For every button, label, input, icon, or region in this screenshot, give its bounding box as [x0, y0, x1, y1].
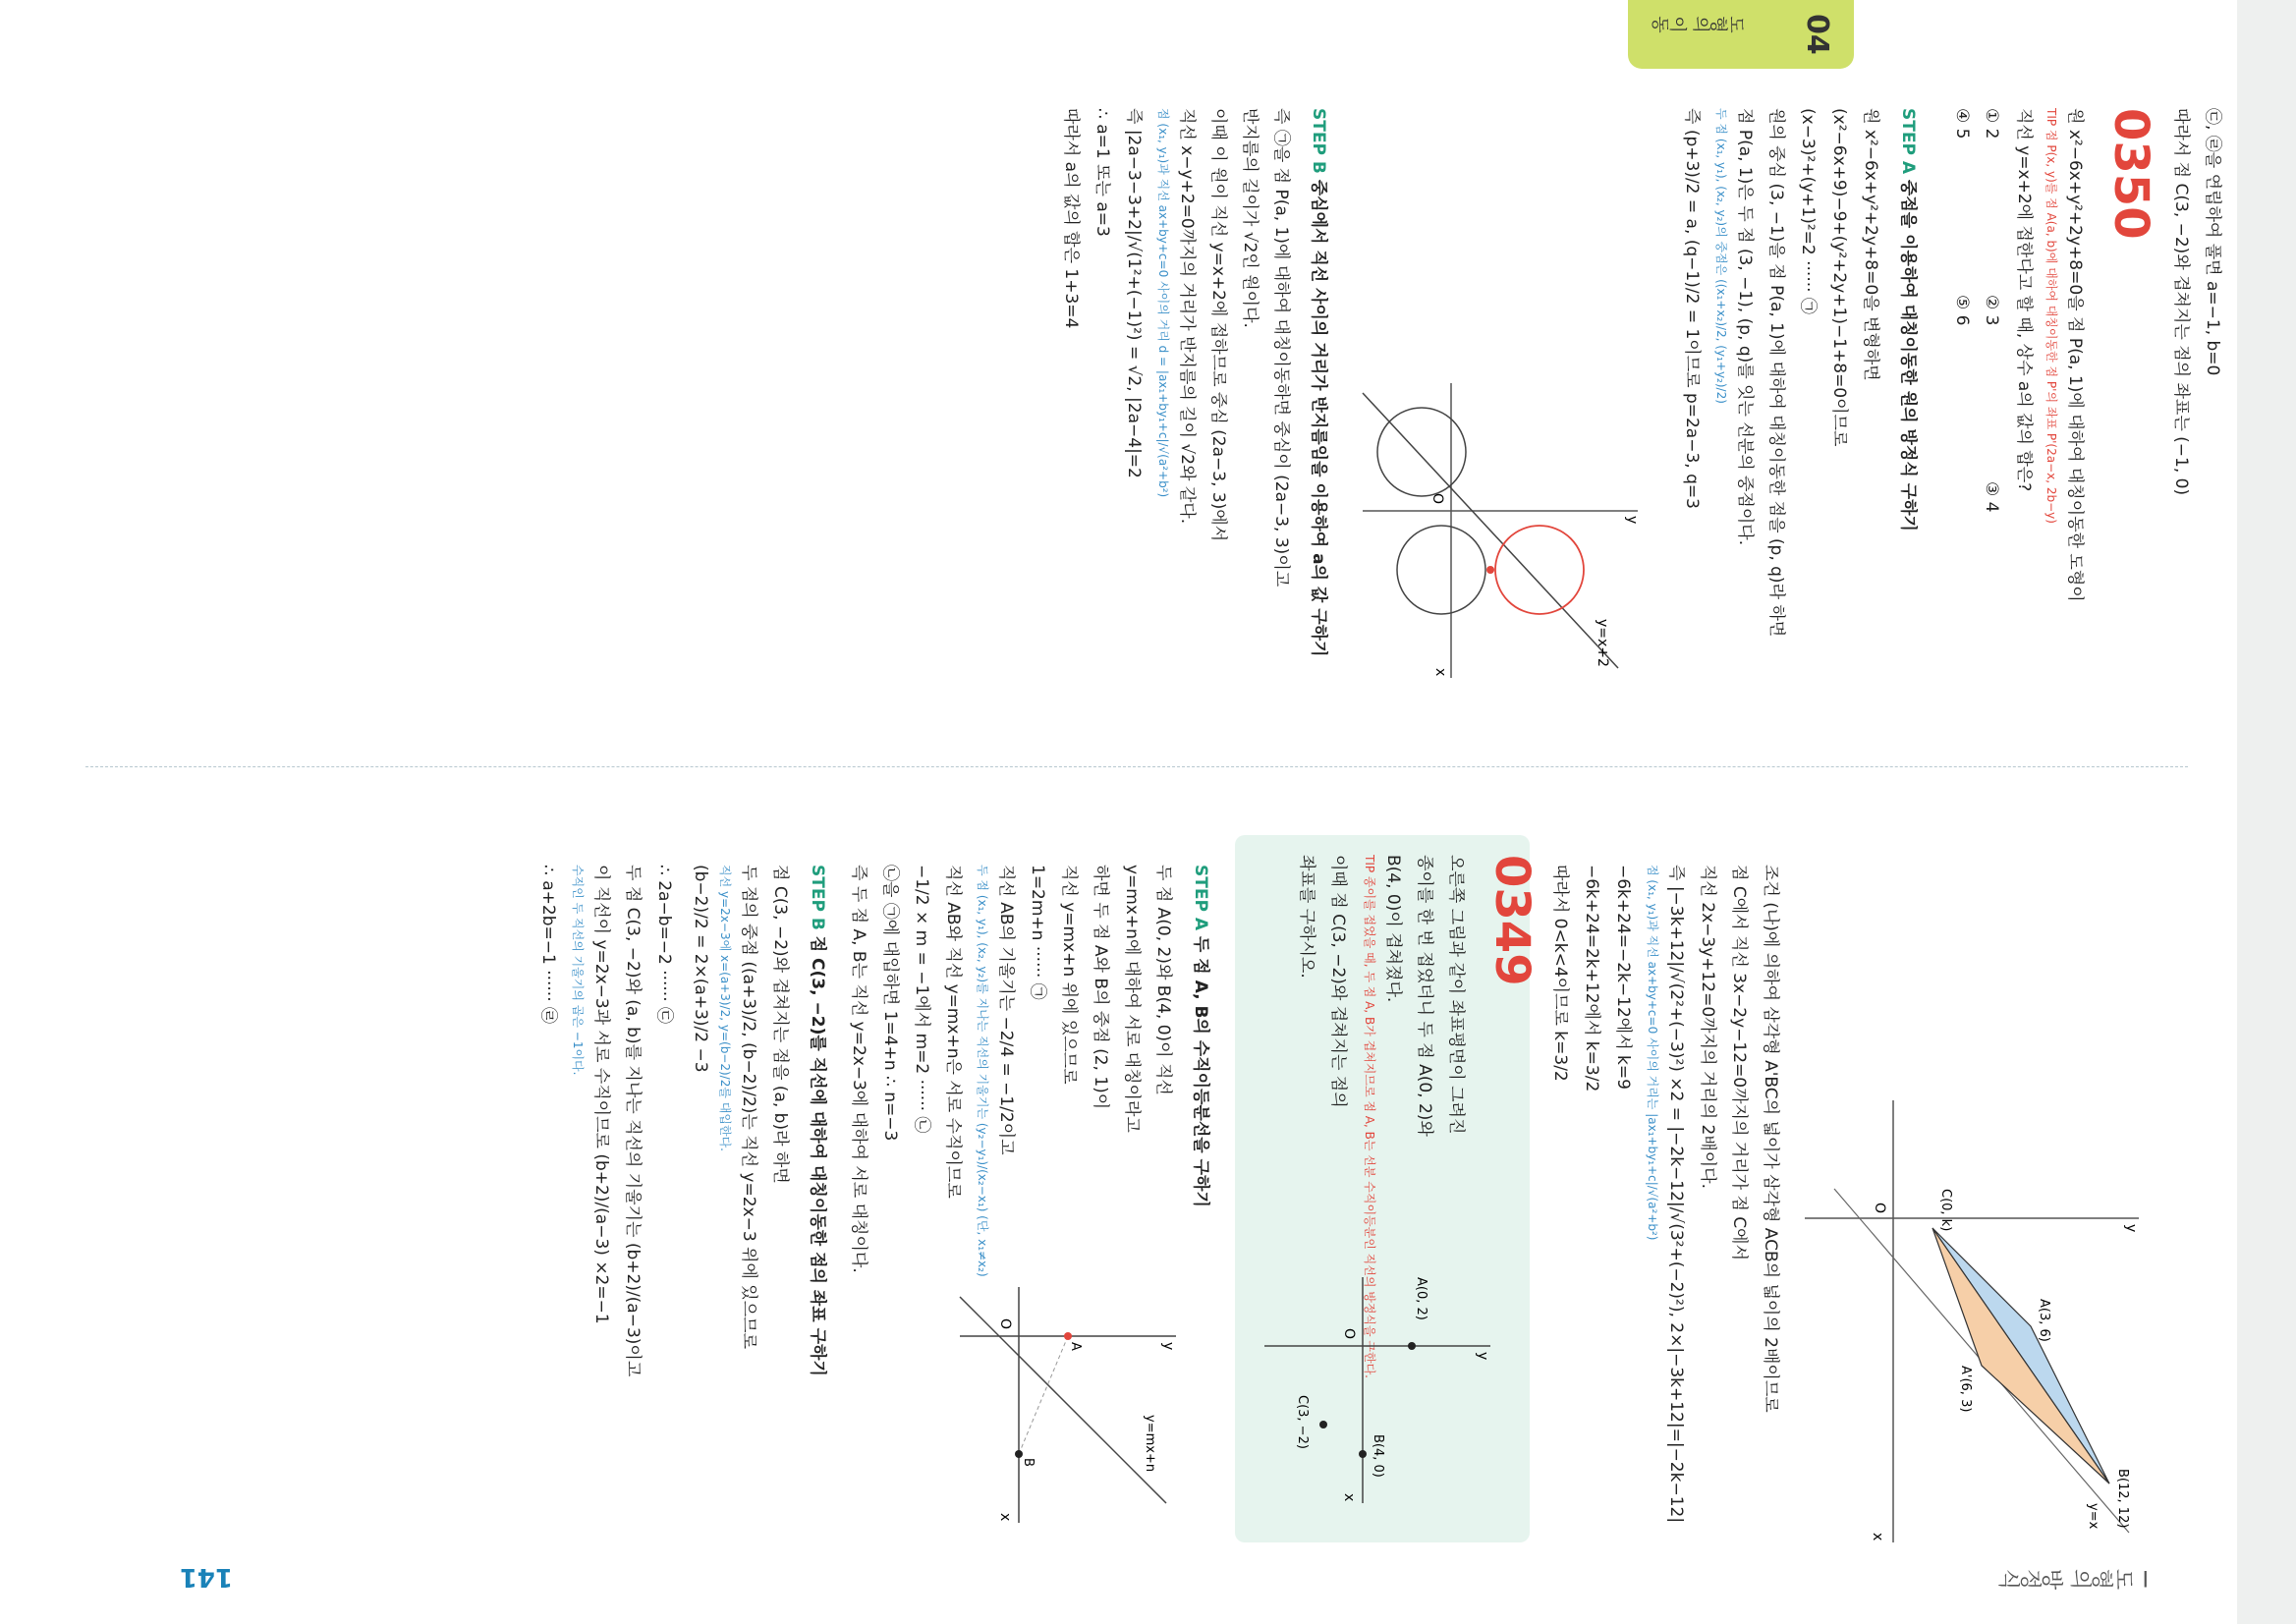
s0349-a-10: 즉 두 점 A, B는 직선 y=2x−3에 대하여 서로 대칭이다. [849, 865, 868, 1273]
s0350-a-6: 즉 (p+3)/2 = a, (q−1)/2 = 1이므로 p=2a−3, q=3 [1682, 108, 1702, 509]
step-b-title: 중심에서 직선 사이의 거리가 반지름임을 이용하여 a의 값 구하기 [1309, 179, 1328, 657]
continuation-line-1: ㉢, ㉣을 연립하여 풀면 a=−1, b=0 [2203, 108, 2222, 376]
fig-top-b: B(12, 12) [2115, 1469, 2130, 1529]
s0349-a-8: −1/2 × m = −1에서 m=2 ······ ㉡ [912, 865, 931, 1134]
step-a-label-0349: STEP A [1191, 865, 1210, 930]
fig-0349-y: y [1475, 1352, 1490, 1361]
s0350-a-2: (x²−6x+9)−9+(y²+2y+1)−1+8=0이므로 [1829, 108, 1849, 447]
fig-0349s-origin: O [997, 1318, 1013, 1330]
top-margin-strip [2237, 0, 2296, 1624]
s0349-b-tip-1: 직선 y=2x−3에 x=(a+3)/2, y=(b−2)/2를 대입한다. [718, 865, 732, 1151]
problem-0350-tip: TIP 점 P(x, y)를 점 A(a, b)에 대하여 대칭이동한 점 P'의 좌표 P'(2a−x, 2b−y) [2044, 108, 2058, 524]
problem-0349-text-3: B(4, 0)이 겹쳐졌다. [1383, 855, 1403, 1003]
continuation-line-2: 따라서 점 C(3, −2)와 겹쳐지는 점의 좌표는 (−1, 0) [2171, 108, 2191, 496]
solution-0349-figure [950, 1277, 1186, 1533]
fig-top-x: x [1870, 1533, 1885, 1541]
fig-0350-x: x [1432, 668, 1448, 677]
s0350-a-4: 원의 중심 (3, −1)을 점 P(a, 1)에 대하여 대칭이동한 점을 (p, q)라 하면 [1766, 108, 1786, 638]
s0349-b-7: ∴ a+2b=−1 ······ ㉣ [538, 865, 558, 1025]
s0349-b-6: 이 직선이 y=2x−3과 서로 수직이므로 (b+2)/(a−3) ×2=−1 [591, 865, 611, 1324]
s0349-b-2: 두 점의 중점 ((a+3)/2, (b−2)/2)는 직선 y=2x−3 위에 있으므로 [739, 865, 758, 1349]
problem-0349-text-5: 좌표를 구하시오. [1297, 855, 1316, 979]
s0349-a-9: ㉡을 ㉠에 대입하면 1=4+n ∴ n=−3 [880, 865, 900, 1142]
problem-0350-text-1: 원 x²−6x+y²+2y+8=0을 점 P(a, 1)에 대하여 대칭이동한 도형이 [2065, 108, 2085, 602]
column-divider [85, 766, 2188, 768]
fig-0350-y: y [1624, 516, 1640, 525]
s0349-b-4: ∴ 2a−b=−2 ······ ㉢ [654, 865, 674, 1025]
solution-0349-step-b-heading [808, 865, 832, 1376]
step-b-label: STEP B [1309, 108, 1328, 174]
chapter-title: 도형의 이동 [1652, 13, 1746, 33]
choice-1: ① 2 [1982, 108, 2001, 140]
fig-0349-x: x [1341, 1493, 1357, 1502]
fig-0349-c: C(3, −2) [1295, 1395, 1310, 1449]
s0349-a-4: 직선 y=mx+n 위에 있으므로 [1059, 865, 1079, 1085]
s0349-a-1: 두 점 A(0, 2)와 B(4, 0)이 직선 [1153, 865, 1173, 1095]
fig-top-origin: O [1872, 1203, 1887, 1214]
choice-2: ② 3 [1982, 295, 2001, 326]
fig-0350-origin: O [1429, 493, 1445, 505]
top-solution-2: 점 C에서 직선 3x−2y−12=0까지의 거리가 점 C에서 [1729, 865, 1749, 1261]
solution-0349-step-a-heading [1191, 865, 1215, 1207]
choice-3: ③ 4 [1982, 481, 2001, 513]
top-solution-5: −6k+24=−2k−12에서 k=9 [1613, 865, 1633, 1090]
s0349-b-tip-2: 수직인 두 직선의 기울기의 곱은 −1이다. [571, 865, 585, 1076]
s0350-b-5: 즉 |2a−3−3+2|/√(1²+(−1)²) = √2, |2a−4|=2 [1124, 108, 1144, 478]
s0349-a-2: y=mx+n에 대하여 서로 대칭이라고 [1122, 865, 1142, 1133]
fig-0349s-x: x [997, 1513, 1013, 1522]
s0350-b-tip: 점 (x₁, y₁)과 직선 ax+by+c=0 사이의 거리 d = |ax₁+by₁+c|/√(a²+b²) [1156, 108, 1170, 498]
problem-0349-text-2: 종이를 한 번 접었더니 두 점 A(0, 2)와 [1415, 855, 1434, 1137]
s0350-a-tip: 두 점 (x₁, y₁), (x₂, y₂)의 중점은 ((x₁+x₂)/2, (y₁+y₂)/2) [1714, 108, 1728, 404]
s0349-b-1: 점 C(3, −2)와 겹쳐지는 점을 (a, b)라 하면 [770, 865, 790, 1184]
problem-number-0349: 0349 [1484, 855, 1540, 986]
choice-5: ⑤ 6 [1952, 295, 1972, 326]
s0350-b-7: 따라서 a의 값의 합은 1+3=4 [1061, 108, 1081, 329]
top-solution-4: 즉 |−3k+12|/√(2²+(−3)²) ×2 = |−2k−12|/√(3²+(−2)²), 2×|−3k+12|=|−2k−12| [1666, 865, 1686, 1524]
s0350-b-1: 즉 ㉠을 점 P(a, 1)에 대하여 대칭이동하면 중심이 (2a−3, 3)이고 [1271, 108, 1291, 588]
s0349-a-6: 직선 AB의 기울기는 −2/4 = −1/2이고 [996, 865, 1016, 1155]
s0350-b-6: ∴ a=1 또는 a=3 [1092, 108, 1112, 237]
top-solution-tip: 점 (x₁, y₁)과 직선 ax+by+c=0 사이의 거리는 |ax₁+by₁+c|/√(a²+b²) [1646, 865, 1659, 1241]
s0350-b-4: 직선 x−y+2=0까지의 거리가 반지름의 길이 √2와 같다. [1177, 108, 1197, 525]
s0349-b-3: (b−2)/2 = 2×(a+3)/2 −3 [691, 865, 710, 1073]
problem-0349-text-4: 이때 점 C(3, −2)와 겹쳐지는 점의 [1328, 855, 1348, 1108]
solution-0350-step-a-heading [1898, 108, 1923, 532]
fig-0349-a: A(0, 2) [1414, 1277, 1428, 1320]
s0350-a-5: 점 P(a, 1)은 두 점 (3, −1), (p, q)를 잇는 선분의 중점이다. [1735, 108, 1755, 546]
s0350-a-3: (x−3)²+(y+1)²=2 ······ ㉠ [1798, 108, 1818, 314]
fig-0349s-b: B [1021, 1458, 1036, 1467]
chapter-number: 04 [1800, 14, 1834, 55]
fig-0349-b: B(4, 0) [1371, 1434, 1385, 1478]
s0349-a-tip: 두 점 (x₁, y₁), (x₂, y₂)를 지나는 직선의 기울기는 (y₂−y₁)/(x₂−x₁) (단, x₁≠x₂) [976, 865, 989, 1277]
step-a-label: STEP A [1898, 108, 1918, 174]
fig-top-a: A(3, 6) [2037, 1299, 2051, 1342]
s0350-a-1: 원 x²−6x+y²+2y+8=0을 변형하면 [1861, 108, 1880, 381]
page-number: 141 [179, 1562, 233, 1592]
top-solution-3: 직선 2x−3y+12=0까지의 거리의 2배이다. [1698, 865, 1717, 1190]
problem-0349-box [1235, 835, 1540, 1542]
chapter-tab [1628, 0, 1854, 69]
top-solution-7: 따라서 0<k<4이므로 k=3/2 [1550, 865, 1570, 1082]
problem-0349-tip: TIP 종이를 접었을 때, 두 점 A, B가 겹쳐지므로 점 A, B는 선분 수직이등분인 직선의 방정식을 구한다. [1363, 855, 1376, 1379]
step-a-title-0349: 두 점 A, B의 수직이등분선을 구하기 [1191, 935, 1210, 1207]
problem-0349-figure [1255, 1267, 1500, 1513]
fig-0349-origin: O [1341, 1328, 1357, 1340]
fig-0350-line-label: y=x+2 [1595, 619, 1610, 667]
top-solution-1: 조건 (나)에 의하여 삼각형 A'BC의 넓이가 삼각형 ACB의 넓이의 2배이므로 [1761, 865, 1780, 1413]
fig-top-yx: y=x [2086, 1503, 2100, 1530]
fig-top-a-prime: A'(6, 3) [1958, 1366, 1973, 1413]
s0349-a-3: 하면 두 점 A와 B의 중점 (2, 1)이 [1091, 865, 1110, 1110]
s0350-b-3: 이때 이 원이 직선 y=x+2에 접하므로 중심 (2a−3, 3)에서 [1208, 108, 1228, 542]
step-a-title: 중점을 이용하여 대칭이동한 원의 방정식 구하기 [1898, 179, 1918, 532]
circle-figure [1353, 373, 1648, 688]
fig-top-y: y [2123, 1224, 2139, 1233]
s0349-a-5: 1=2m+n ······ ㉠ [1028, 865, 1047, 1000]
step-b-title-0349: 점 C(3, −2)를 직선에 대하여 대칭이동한 점의 좌표 구하기 [808, 935, 827, 1376]
problem-0349-text-1: 오른쪽 그림과 같이 좌표평면이 그려진 [1446, 855, 1466, 1135]
fig-0349s-a: A [1068, 1342, 1083, 1351]
fig-0349s-y: y [1160, 1342, 1176, 1351]
running-title: I 도형의 방정식 [1998, 1565, 2149, 1590]
choice-4: ④ 5 [1952, 108, 1972, 140]
problem-number-0350: 0350 [2103, 108, 2158, 240]
s0350-b-2: 반지름의 길이가 √2인 원이다. [1240, 108, 1260, 328]
s0349-b-5: 두 점 C(3, −2)와 (a, b)를 지나는 직선의 기울기는 (b+2)/(a−3)이고 [623, 865, 643, 1377]
problem-0350-text-2: 직선 y=x+2에 접한다고 할 때, 상수 a의 값의 합은? [2014, 108, 2034, 492]
fig-top-c: C(0, k) [1938, 1189, 1953, 1232]
fig-0349s-line: y=mx+n [1143, 1415, 1157, 1473]
s0349-a-7: 직선 AB와 직선 y=mx+n은 서로 수직이므로 [943, 865, 963, 1199]
triangle-figure [1795, 1071, 2149, 1562]
step-b-label-0349: STEP B [808, 865, 827, 930]
top-solution-6: −6k+24=2k+12에서 k=3/2 [1582, 865, 1601, 1092]
solution-0350-step-b-heading [1309, 108, 1333, 657]
